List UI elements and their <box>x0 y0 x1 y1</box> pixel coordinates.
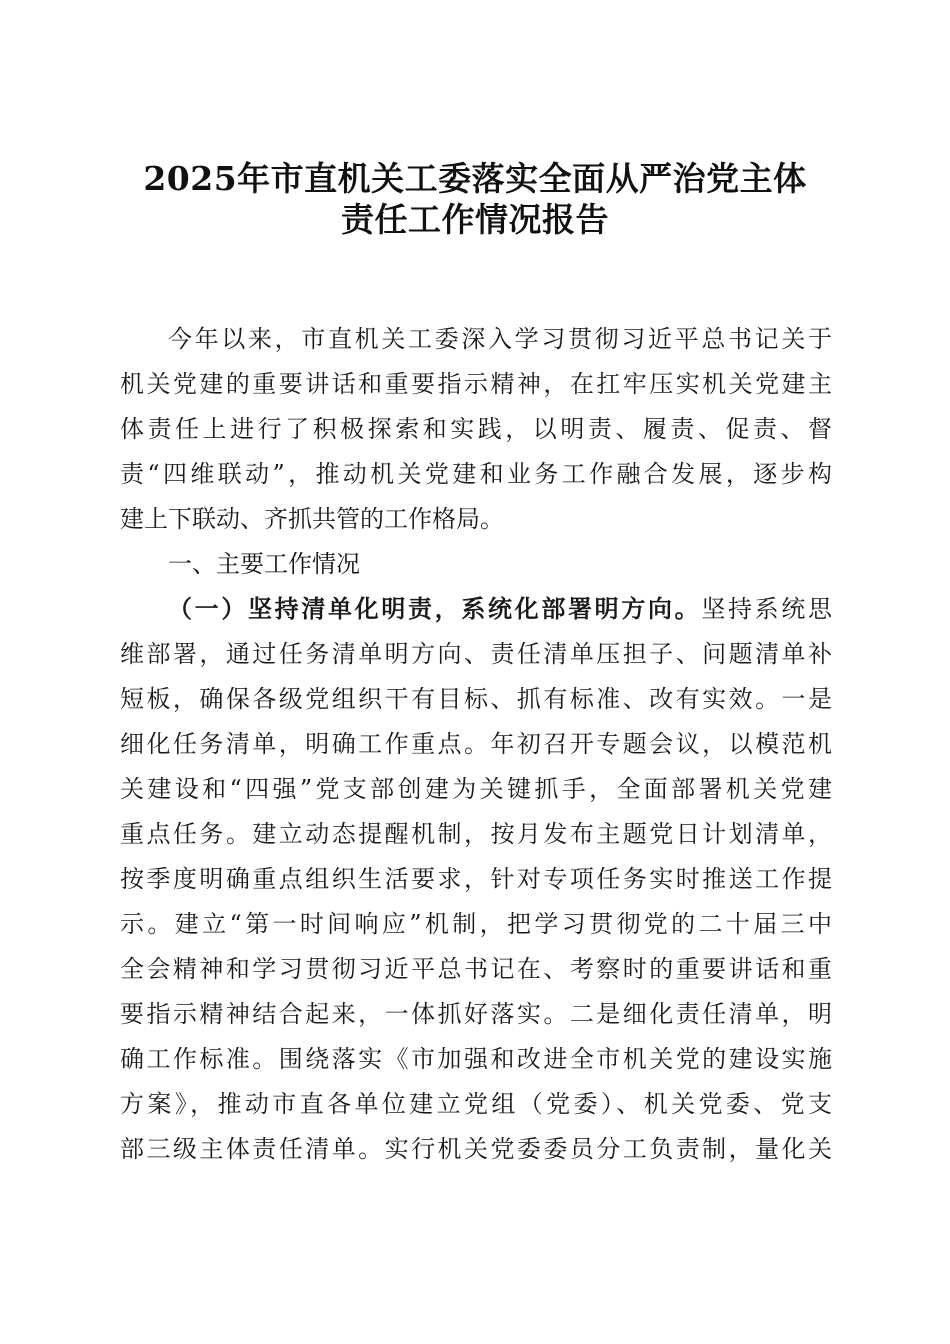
body-line: 示。建立“第一时间响应”机制，把学习贯彻党的二十届三中 <box>120 910 832 938</box>
subsection-lead: （一）坚持清单化明责，系统化部署明方向。 <box>168 594 702 623</box>
body-line: 短板，确保各级党组织干有目标、抓有标准、改有实效。一是 <box>120 685 832 713</box>
body-line: 细化任务清单，明确工作重点。年初召开专题会议，以模范机 <box>120 730 832 758</box>
intro-line: 建上下联动、齐抓共管的工作格局。 <box>120 505 504 533</box>
document-title-line-1: 2025年市直机关工委落实全面从严治党主体 <box>143 159 807 198</box>
subsection-lead-rest: 坚持系统思 <box>701 595 833 623</box>
body-line: 关建设和“四强”党支部创建为关键抓手，全面部署机关党建 <box>120 775 832 803</box>
body-line: 要指示精神结合起来，一体抓好落实。二是细化责任清单，明 <box>120 1000 832 1028</box>
body-line: 重点任务。建立动态提醒机制，按月发布主题党日计划清单， <box>120 820 832 848</box>
intro-line: 责“四维联动”，推动机关党建和业务工作融合发展，逐步构 <box>120 460 832 488</box>
document-title-line-2: 责任工作情况报告 <box>341 200 609 239</box>
body-line: 维部署，通过任务清单明方向、责任清单压担子、问题清单补 <box>120 640 832 668</box>
body-line: 按季度明确重点组织生活要求，针对专项任务实时推送工作提 <box>120 865 832 893</box>
body-line: 全会精神和学习贯彻习近平总书记在、考察时的重要讲话和重 <box>120 955 832 983</box>
intro-line: 机关党建的重要讲话和重要指示精神，在扛牢压实机关党建主 <box>120 370 832 398</box>
body-line: 确工作标准。围绕落实《市加强和改进全市机关党的建设实施 <box>120 1045 832 1073</box>
body-line: 部三级主体责任清单。实行机关党委委员分工负责制，量化关 <box>120 1135 832 1163</box>
intro-line: 今年以来，市直机关工委深入学习贯彻习近平总书记关于 <box>168 325 832 353</box>
intro-line: 体责任上进行了积极探索和实践，以明责、履责、促责、督 <box>120 415 832 443</box>
subsection-first-line <box>168 592 832 626</box>
section-heading: 一、主要工作情况 <box>168 550 360 578</box>
body-line: 方案》，推动市直各单位建立党组（党委）、机关党委、党支 <box>120 1090 832 1118</box>
